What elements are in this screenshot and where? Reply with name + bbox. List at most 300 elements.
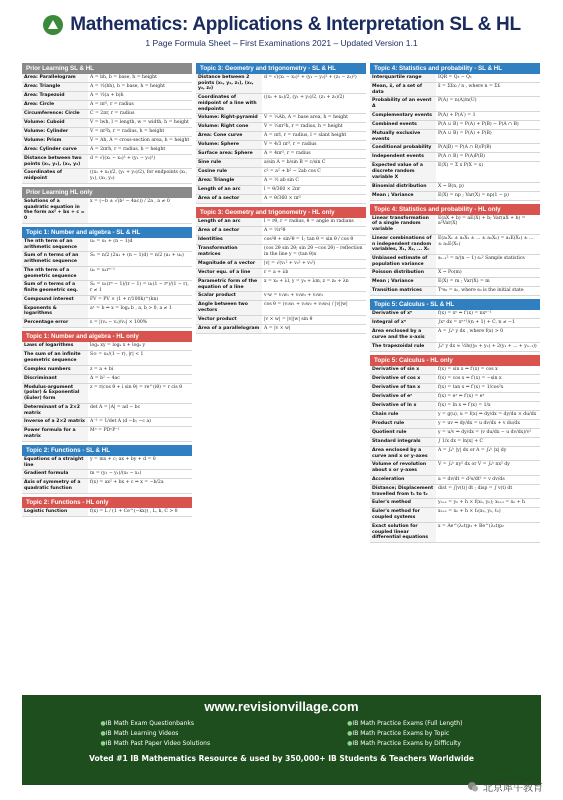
site-url-link[interactable]: www.revisionvillage.com <box>204 699 359 714</box>
formula-label: Power formula for a matrix <box>22 427 88 440</box>
formula-expression: y = g(u), u = f(x) ⇒ dy/dx = dy/du × du/dx <box>438 411 537 417</box>
formula-label: Volume: Right-pyramid <box>196 114 262 122</box>
formula-label: Unbiased estimate of population variance <box>370 255 436 268</box>
formula-row <box>196 278 366 292</box>
formula-row <box>370 215 540 235</box>
formula-row <box>22 252 192 266</box>
formula-expression: d = √((x₁ − x₂)² + (y₁ − y₂)²) <box>90 156 156 161</box>
formula-expression: |v| = √(v₁² + v₂² + v₃²) <box>264 260 316 266</box>
formula-row <box>22 319 192 328</box>
formula-row <box>196 114 366 123</box>
formula-label: Percentage error <box>22 319 88 327</box>
page-subtitle: 1 Page Formula Sheet – First Examinations 2021 – Updated Version 1.1 <box>145 38 418 48</box>
column-middle <box>196 60 366 690</box>
formula-expression: P(A) = n(A)/n(U) <box>438 98 477 104</box>
formula-row <box>22 74 192 83</box>
formula-expression: P(A ∪ B) = P(A) + P(B) <box>438 130 492 136</box>
formula-label: Solutions of a quadratic equation in the form ax² + bx + c = 0 <box>22 198 88 223</box>
formula-label: Volume: Right cone <box>196 123 262 131</box>
column-left <box>22 60 192 690</box>
formula-row <box>370 235 540 255</box>
formula-expression: yₙ₊₁ = yₙ + h × f(xₙ, yₙ); xₙ₊₁ = xₙ + h <box>438 500 525 506</box>
formula-label: Magnitude of a vector <box>196 260 262 268</box>
formula-expression: v·w = v₁w₁ + v₂w₂ + v₃w₃ <box>264 293 323 299</box>
formula-expression: z = a + bi <box>90 366 114 372</box>
formula-label: Axis of symmetry of a quadratic function <box>22 479 88 492</box>
formula-row <box>370 74 540 83</box>
formula-row <box>370 420 540 429</box>
formula-row <box>22 146 192 155</box>
formula-label: Length of an arc <box>196 218 262 226</box>
formula-label: Product rule <box>370 420 436 428</box>
formula-label: Interquartile range <box>370 74 436 82</box>
formula-label: Equations of a straight line <box>22 456 88 469</box>
formula-row <box>22 296 192 305</box>
formula-label: Parametric form of the equation of a line <box>196 278 262 291</box>
formula-row <box>370 411 540 420</box>
formula-expression: aˣ = b ⇔ x = logₐ b , a, b > 0, a ≠ 1 <box>90 305 172 311</box>
formula-expression: A = ½(bh), b = base, h = height <box>90 84 165 89</box>
formula-expression: E(a₁X₁ ± a₂X₂ ± ... ± aₙXₙ) = a₁E(X₁) ± ... ± aₙE(Xₙ) <box>438 235 534 247</box>
formula-row <box>370 130 540 144</box>
formula-row <box>22 508 192 517</box>
sheet-header <box>0 0 563 58</box>
formula-row <box>22 267 192 281</box>
section-title: Topic 4: Statistics and probability - HL only <box>370 204 540 215</box>
formula-row <box>370 278 540 287</box>
formula-label: Inverse of a 2×2 matrix <box>22 418 88 426</box>
formula-label: The trapezoidal rule <box>370 343 436 351</box>
page-title: Mathematics: Applications & Interpretation SL & HL <box>70 14 521 35</box>
formula-expression: E(X) = Σ x P(X = x) <box>438 163 484 169</box>
formula-label: Area of a sector <box>196 227 262 235</box>
formula-expression: Tⁿs₀ = sₙ, where s₀ is the initial state <box>438 288 524 294</box>
formula-expression: sₙ₋₁² = n/(n − 1) sₙ² Sample statistics <box>438 256 525 262</box>
formula-row <box>22 479 192 493</box>
formula-label: Chain rule <box>370 411 436 419</box>
formula-expression: det A = |A| = ad − bc <box>90 404 141 410</box>
formula-expression: IQR = Q₃ − Q₁ <box>438 75 472 80</box>
formula-row <box>22 128 192 137</box>
formula-label: Euler's method <box>370 499 436 507</box>
formula-row <box>370 375 540 384</box>
formula-row <box>22 351 192 365</box>
formula-row <box>196 218 366 227</box>
formula-row <box>370 366 540 375</box>
formula-row <box>22 404 192 418</box>
formula-expression: f(x) = ln x ⇒ f′(x) = 1/x <box>438 402 491 408</box>
formula-row <box>22 456 192 470</box>
formula-row <box>196 94 366 114</box>
formula-expression: ((x₁ + x₂)/2, (y₁ + y₂)/2), for endpoints (x₁, y₁), (x₂, y₂) <box>90 170 188 182</box>
formula-expression: x̄ = Σfᵢxᵢ / n , where n = Σfᵢ <box>438 84 501 89</box>
formula-expression: a/sin A = b/sin B = c/sin C <box>264 160 326 166</box>
formula-label: Derivative of xⁿ <box>370 310 436 318</box>
footer-links <box>22 714 541 750</box>
formula-label: Volume: Cuboid <box>22 119 88 127</box>
formula-expression: A = ½(a + b)h <box>90 93 124 98</box>
formula-expression: uₙ = u₁ + (n − 1)d <box>90 238 133 244</box>
formula-label: Linear transformation of a single random variable <box>370 215 436 234</box>
formula-label: Coordinates of midpoint of a line with endpoints <box>196 94 262 113</box>
formula-expression: A = ∫ₐᵇ |y| dx or A = ∫ₐᵇ |x| dy <box>438 447 507 453</box>
formula-row <box>370 183 540 192</box>
formula-row <box>370 461 540 475</box>
formula-label: Angle between two vectors <box>196 301 262 314</box>
formula-label: Sum of n terms of a finite geometric seq. <box>22 281 88 294</box>
formula-label: Mean ; Variance <box>370 278 436 286</box>
formula-row <box>370 255 540 269</box>
section-title: Topic 3: Geometry and trigonometry - HL only <box>196 207 366 218</box>
formula-expression: Sₙ = u₁(rⁿ − 1)/(r − 1) = u₁(1 − rⁿ)/(1 − r), r ≠ 1 <box>90 282 189 294</box>
formula-label: Length of an arc <box>196 186 262 194</box>
formula-label: Coordinates of midpoint <box>22 169 88 182</box>
wechat-icon <box>467 781 479 793</box>
formula-row <box>196 132 366 141</box>
formula-label: Vector equ. of a line <box>196 269 262 277</box>
formula-expression: f(x) = tan x ⇒ f′(x) = 1/cos²x <box>438 384 504 390</box>
footer-link-item[interactable]: ● IB Math Exam Questionbanks <box>101 720 211 727</box>
formula-expression: V = ⅓Ah, A = base area, h = height <box>264 115 348 121</box>
formula-label: Standard integrals <box>370 438 436 446</box>
formula-label: Identities <box>196 236 262 244</box>
formula-label: Modulus-argument (polar) & Exponential (Euler) form <box>22 384 88 403</box>
formula-row <box>22 169 192 183</box>
formula-expression: ∫ₐᵇ y dx ≈ ½h((y₀ + yₙ) + 2(y₁ + ... + yₙ₋₁)) <box>438 343 537 349</box>
formula-label: Transformation matrices <box>196 245 262 258</box>
footer-link-item[interactable]: ● IB Math Practice Exams by Topic <box>347 730 462 737</box>
formula-expression: f(x) = L / (1 + Ce^(−kx)) , L, k, C > 0 <box>90 508 178 514</box>
formula-expression: V = Ah, A = cross-section area, h = height <box>90 138 190 143</box>
formula-row <box>370 269 540 278</box>
formula-expression: uₙ = u₁rⁿ⁻¹ <box>90 267 115 273</box>
formula-label: Exponents & logarithms <box>22 305 88 318</box>
footer-link-item[interactable]: ● IB Math Practice Exams by Difficulty <box>347 740 462 747</box>
formula-row <box>22 470 192 479</box>
formula-row <box>22 83 192 92</box>
promo-footer <box>22 695 541 785</box>
section-title: Prior Learning SL & HL <box>22 63 192 74</box>
formula-label: Complementary events <box>370 112 436 120</box>
section-title: Topic 1: Number and algebra - SL & HL <box>22 227 192 238</box>
formula-label: Area of a parallelogram <box>196 325 262 333</box>
formula-label: Area: Parallelogram <box>22 74 88 82</box>
section-title: Topic 2: Functions - HL only <box>22 497 192 508</box>
formula-expression: E(X) = np ; Var(X) = np(1 − p) <box>438 192 509 198</box>
formula-expression: E(aX + b) = aE(X) + b; Var(aX + b) = a²Var(X) <box>438 215 526 227</box>
formula-label: Derivative of eˣ <box>370 393 436 401</box>
formula-label: Cosine rule <box>196 168 262 176</box>
formula-label: Area: Circle <box>22 101 88 109</box>
formula-expression: V = lwh, l = length, w = width, h = height <box>90 120 189 125</box>
formula-row <box>22 427 192 441</box>
formula-label: Determinant of a 2×2 matrix <box>22 404 88 417</box>
formula-expression: f(x) = cos x ⇒ f′(x) = −sin x <box>438 375 502 381</box>
formula-label: Area: Trapezoid <box>22 92 88 100</box>
formula-label: Derivative of ln x <box>370 402 436 410</box>
footer-links-right <box>347 720 462 750</box>
formula-expression: ((x₁ + x₂)/2, (y₁ + y₂)/2, (z₁ + z₂)/2) <box>264 95 345 101</box>
formula-label: Transition matrices <box>370 287 436 295</box>
formula-expression: l = θ/360 × 2πr <box>264 187 301 193</box>
formula-row <box>196 195 366 204</box>
formula-label: The nth term of an arithmetic sequence <box>22 238 88 251</box>
formula-expression: C = 2πr, r = radius <box>90 111 135 116</box>
formula-row <box>196 269 366 278</box>
formula-label: Area: Triangle <box>22 83 88 91</box>
formula-label: Mean, x̄, of a set of data <box>370 83 436 96</box>
formula-expression: Sₙ = n/2 (2u₁ + (n − 1)d) = n/2 (u₁ + uₙ) <box>90 253 184 259</box>
formula-label: Volume: Sphere <box>196 141 262 149</box>
formula-label: Acceleration <box>370 476 436 484</box>
formula-row <box>22 238 192 252</box>
formula-row <box>370 112 540 121</box>
formula-expression: V = ∫ₐᵇ πy² dx or V = ∫ₐᵇ πx² dy <box>438 462 510 468</box>
formula-row <box>370 153 540 162</box>
formula-row <box>196 159 366 168</box>
formula-row <box>370 144 540 153</box>
formula-expression: m = (y₂ − y₁)/(x₂ − x₁) <box>90 471 142 477</box>
formula-row <box>370 328 540 342</box>
formula-row <box>22 101 192 110</box>
formula-expression: FV = PV × (1 + r/100k)^(kn) <box>90 296 159 302</box>
formula-expression: a = dv/dt = d²s/dt² = v dv/ds <box>438 476 505 482</box>
formula-row <box>22 119 192 128</box>
formula-row <box>370 287 540 296</box>
formula-expression: x = Ae^(λ₁t)p₁ + Be^(λ₂t)p₂ <box>438 523 504 529</box>
formula-row <box>370 192 540 201</box>
formula-row <box>370 319 540 328</box>
formula-row <box>196 245 366 259</box>
formula-row <box>196 177 366 186</box>
formula-expression: x = (−b ± √(b² − 4ac)) / 2a , a ≠ 0 <box>90 198 170 204</box>
formula-row <box>370 476 540 485</box>
formula-expression: P(A ∩ B) = P(A)P(B) <box>438 154 485 160</box>
formula-label: Mutually exclusive events <box>370 130 436 143</box>
formula-row <box>22 366 192 375</box>
watermark <box>467 779 543 794</box>
formula-expression: y = uv ⇒ dy/dx = u dv/dx + v du/dx <box>438 420 520 426</box>
formula-expression: A = ∫ₐᵇ y dx , where f(x) > 0 <box>438 329 504 335</box>
formula-label: Area: Cylinder curve <box>22 146 88 154</box>
formula-row <box>196 260 366 269</box>
formula-label: Distance between 2 points (x₁, y₁, z₁), (x₂, y₂, z₂) <box>196 74 262 93</box>
formula-expression: f(x) = sin x ⇒ f′(x) = cos x <box>438 366 498 372</box>
formula-row <box>370 343 540 352</box>
formula-row <box>370 523 540 543</box>
section-title: Topic 5: Calculus - SL & HL <box>370 299 540 310</box>
formula-expression: V = πr²h, r = radius, h = height <box>90 129 165 134</box>
formula-expression: A⁻¹ = 1/det A (d −b; −c a) <box>90 419 151 425</box>
formula-label: Derivative of tan x <box>370 384 436 392</box>
formula-expression: A = πr², r = radius <box>90 102 134 107</box>
formula-label: The nth term of a geometric sequence <box>22 267 88 280</box>
formula-expression: A = πrl, r = radius, l = slant height <box>264 133 347 139</box>
formula-expression: d = √((x₁ − x₂)² + (y₁ − y₂)² + (z₁ − z₂)²) <box>264 75 357 80</box>
formula-expression: Δ = b² − 4ac <box>90 375 120 381</box>
formula-label: Area enclosed by a curve and the x-axis <box>370 328 436 341</box>
section-title: Topic 3: Geometry and trigonometry - SL & HL <box>196 63 366 74</box>
formula-row <box>370 447 540 461</box>
formula-expression: y = mx + c; ax + by + d = 0 <box>90 456 156 462</box>
formula-expression: cos²θ + sin²θ = 1; tan θ = sin θ / cos θ <box>264 237 354 243</box>
formula-label: Gradient formula <box>22 470 88 478</box>
formula-row <box>370 485 540 499</box>
formula-row <box>196 227 366 236</box>
formula-expression: V = 4/3 πr³, r = radius <box>264 142 317 148</box>
footer-links-left <box>101 720 211 750</box>
formula-label: Area of a sector <box>196 195 262 203</box>
formula-expression: logₐ xy = logₐ x + logₐ y <box>90 343 146 349</box>
formula-expression: E(X) = m ; Var(X) = m <box>438 279 490 285</box>
formula-expression: y = u/v ⇒ dy/dx = (v du/dx − u dv/dx)/v² <box>438 429 532 435</box>
formula-row <box>196 301 366 315</box>
formula-row <box>370 438 540 447</box>
formula-label: Complex numbers <box>22 366 88 374</box>
formula-label: Circumference: Circle <box>22 110 88 118</box>
formula-label: Volume: Cylinder <box>22 128 88 136</box>
formula-row <box>370 384 540 393</box>
formula-expression: ε = |(vₐ − vₑ)/vₑ| × 100% <box>90 320 148 326</box>
formula-label: Distance between two points (x₁, y₁), (x₂, y₂) <box>22 155 88 168</box>
formula-row <box>22 305 192 319</box>
watermark-text: 北京犀牛教育 <box>483 783 543 794</box>
formula-label: Area enclosed by a curve and x or y-axes <box>370 447 436 460</box>
formula-row <box>22 281 192 295</box>
formula-label: Exact solution for coupled linear differential equations <box>370 523 436 542</box>
formula-label: Probability of an event A <box>370 97 436 110</box>
formula-row <box>196 123 366 132</box>
formula-label: Conditional probability <box>370 144 436 152</box>
formula-expression: A = θ/360 × πr² <box>264 196 301 202</box>
formula-label: Logistic function <box>22 508 88 516</box>
formula-row <box>196 74 366 94</box>
formula-label: Independent events <box>370 153 436 161</box>
section-title: Topic 5: Calculus - HL only <box>370 355 540 366</box>
formula-row <box>370 83 540 97</box>
formula-label: Volume: Prism <box>22 137 88 145</box>
formula-label: Derivative of sin x <box>370 366 436 374</box>
footer-link-item[interactable]: ● IB Math Practice Exams (Full Length) <box>347 720 462 727</box>
formula-label: Sum of n terms of an arithmetic sequence <box>22 252 88 265</box>
formula-row <box>22 155 192 169</box>
formula-label: Sine rule <box>196 159 262 167</box>
formula-label: Derivative of cos x <box>370 375 436 383</box>
formula-expression: P(A) + P(A′) = 1 <box>438 112 476 118</box>
formula-row <box>370 121 540 130</box>
formula-expression: Mⁿ = PDⁿP⁻¹ <box>90 428 120 434</box>
formula-row <box>22 375 192 384</box>
formula-row <box>196 141 366 150</box>
formula-expression: X ~ B(n, p) <box>438 183 464 189</box>
formula-expression: ∫xⁿ dx = xⁿ⁺¹/(n + 1) + C, n ≠ −1 <box>438 320 515 326</box>
formula-label: Mean ; Variance <box>370 192 436 200</box>
formula-label: Poisson distribution <box>370 269 436 277</box>
formula-row <box>22 342 192 351</box>
formula-row <box>370 429 540 438</box>
formula-label: Area: Triangle <box>196 177 262 185</box>
formula-label: Binomial distribution <box>370 183 436 191</box>
formula-expression: P(A|B) = P(A ∩ B)/P(B) <box>438 145 492 151</box>
footer-tagline: Voted #1 IB Mathematics Resource & used by 350,000+ IB Students & Teachers Worldwide <box>89 754 474 763</box>
formula-expression: X ~ Po(m) <box>438 270 462 276</box>
formula-row <box>370 499 540 508</box>
formula-expression: dist = ∫|v(t)| dt ; disp = ∫ v(t) dt <box>438 485 513 491</box>
formula-expression: A = ½ ab sin C <box>264 178 299 184</box>
formula-label: Combined events <box>370 121 436 129</box>
formula-expression: (cos 2θ sin 2θ; sin 2θ −cos 2θ) – reflection in the line y = (tan θ)x <box>264 246 363 258</box>
formula-label: Euler's method for coupled systems <box>370 508 436 521</box>
formula-label: Quotient rule <box>370 429 436 437</box>
formula-expression: f(x) = ax² + bx + c ⇒ x = −b/2a <box>90 480 164 486</box>
formula-label: Compound interest <box>22 296 88 304</box>
formula-expression: A = bh, b = base, h = height <box>90 75 157 80</box>
formula-row <box>196 292 366 301</box>
formula-expression: f(x) = eˣ ⇒ f′(x) = eˣ <box>438 393 485 399</box>
section-title: Prior Learning HL only <box>22 187 192 198</box>
formula-row <box>22 110 192 119</box>
footer-link-item[interactable]: ● IB Math Learning Videos <box>101 730 211 737</box>
formula-label: Linear combinations of n independent random variables, X₁, X₂, ... Xₙ <box>370 235 436 254</box>
formula-label: Vector product <box>196 316 262 324</box>
formula-expression: A = ½r²θ <box>264 228 286 234</box>
formula-expression: P(A ∪ B) = P(A) + P(B) − P(A ∩ B) <box>438 121 519 127</box>
formula-expression: ∫ 1/x dx = ln|x| + C <box>438 438 484 444</box>
formula-expression: l = rθ, r = radius, θ = angle in radians <box>264 219 354 225</box>
formula-row <box>196 325 366 334</box>
formula-row <box>370 162 540 182</box>
formula-expression: A = |v × w| <box>264 325 291 331</box>
formula-row <box>196 168 366 177</box>
formula-row <box>22 137 192 146</box>
formula-row <box>196 186 366 195</box>
formula-row <box>196 150 366 159</box>
revision-village-logo-icon <box>42 14 64 36</box>
formula-label: Expected value of a discrete random variable X <box>370 162 436 181</box>
formula-expression: V = ⅓πr²h, r = radius, h = height <box>264 124 343 130</box>
formula-label: Distance; Displacement travelled from t₁ to t₂ <box>370 485 436 498</box>
footer-link-item[interactable]: ● IB Math Past Paper Video Solutions <box>101 740 211 747</box>
formula-expression: xₙ₊₁ = xₙ + h × f₁(xₙ, yₙ, tₙ) <box>438 509 501 515</box>
formula-row <box>22 384 192 404</box>
section-title: Topic 4: Statistics and probability - SL & HL <box>370 63 540 74</box>
formula-row <box>370 393 540 402</box>
formula-row <box>370 310 540 319</box>
formula-row <box>22 198 192 224</box>
section-title: Topic 1: Number and algebra - HL only <box>22 331 192 342</box>
formula-expression: |v × w| = |v||w| sin θ <box>264 316 313 322</box>
formula-row <box>370 402 540 411</box>
formula-label: Discriminant <box>22 375 88 383</box>
formula-row <box>370 97 540 111</box>
formula-expression: x = x₀ + λl, y = y₀ + λm, z = z₀ + λn <box>264 278 349 284</box>
formula-label: Volume of revolution about x or y-axes <box>370 461 436 474</box>
formula-row <box>22 92 192 101</box>
formula-label: Laws of logarithms <box>22 342 88 350</box>
formula-label: The sum of an infinite geometric sequence <box>22 351 88 364</box>
formula-expression: r = a + λb <box>264 269 289 275</box>
formula-label: Scalar product <box>196 292 262 300</box>
formula-label: Area: Cone curve <box>196 132 262 140</box>
formula-row <box>196 316 366 325</box>
section-title: Topic 2: Functions - SL & HL <box>22 445 192 456</box>
formula-expression: z = r(cos θ + i sin θ) = re^(iθ) = r cis θ <box>90 384 183 390</box>
formula-row <box>22 418 192 427</box>
column-right <box>370 60 540 690</box>
formula-row <box>370 508 540 522</box>
formula-expression: cos θ = (v₁w₁ + v₂w₂ + v₃w₃) / |v||w| <box>264 302 348 308</box>
formula-expression: A = 2πrh, r = radius, h = height <box>90 147 166 152</box>
